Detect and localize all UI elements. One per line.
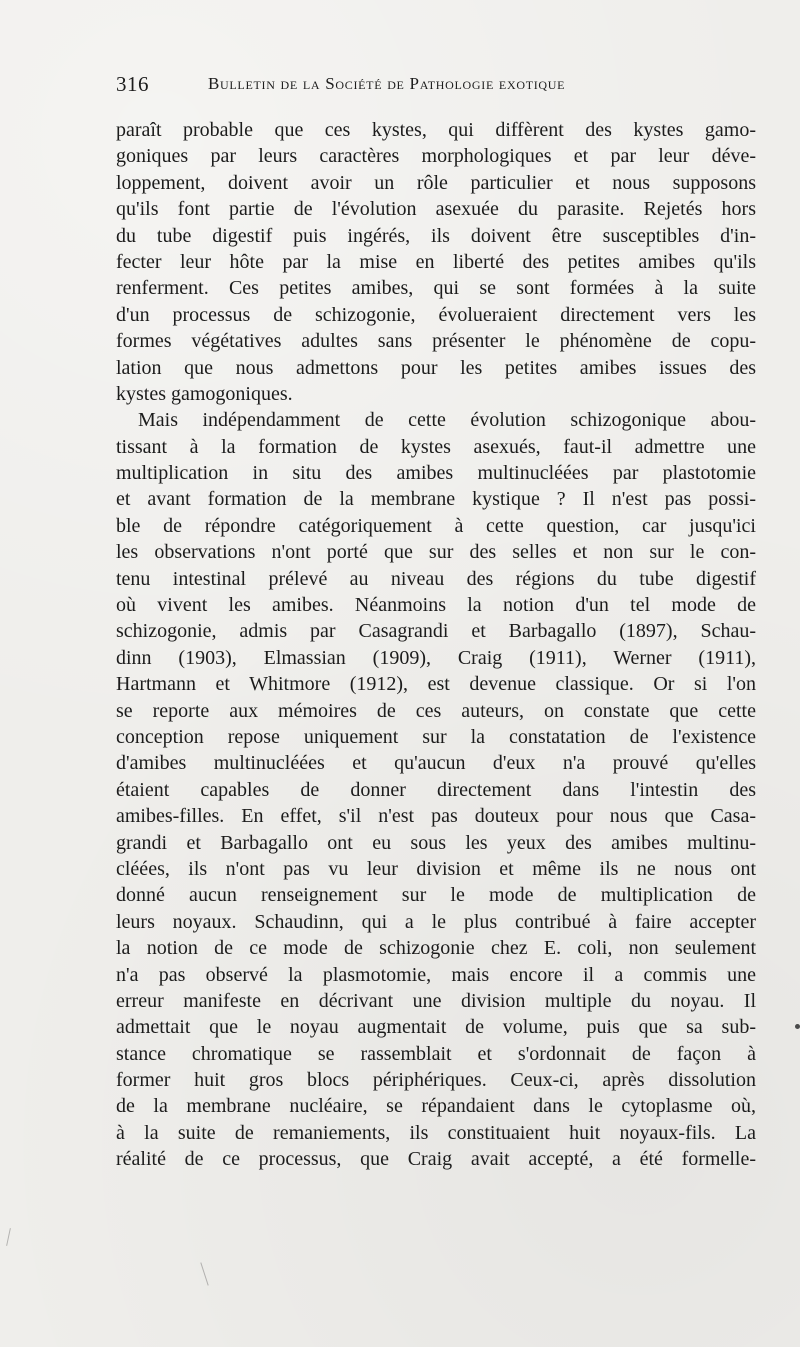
text-line: grandi et Barbagallo ont eu sous les yeux des amibes multinu- — [116, 831, 756, 854]
text-line: lation que nous admettons pour les petites amibes issues des — [116, 356, 756, 379]
text-line: erreur manifeste en décrivant une division multiple du noyau. Il — [116, 989, 756, 1012]
text-line: stance chromatique se rassemblait et s'ordonnait de façon à — [116, 1042, 756, 1065]
text-line: où vivent les amibes. Néanmoins la notion d'un tel mode de — [116, 594, 756, 617]
text-line: ble de répondre catégoriquement à cette question, car jusqu'ici — [116, 514, 756, 537]
text-line: réalité de ce processus, que Craig avait accepté, a été formelle- — [116, 1148, 756, 1171]
text-line: de la membrane nucléaire, se répandaient dans le cytoplasme où, — [116, 1095, 756, 1118]
text-line: du tube digestif puis ingérés, ils doivent être susceptibles d'in- — [116, 224, 756, 247]
text-line: donné aucun renseignement sur le mode de multiplication de — [116, 884, 756, 907]
text-line: d'un processus de schizogonie, évolueraient directement vers les — [116, 303, 756, 326]
page-number: 316 — [116, 72, 149, 96]
text-line: Mais indépendamment de cette évolution schizogonique abou- — [138, 409, 756, 432]
text-line: paraît probable que ces kystes, qui diffèrent des kystes gamo- — [116, 119, 756, 141]
text-line: admettait que le noyau augmentait de volume, puis que sa sub- — [116, 1016, 756, 1039]
margin-dot — [795, 1024, 800, 1029]
text-line: à la suite de remaniements, ils constituaient huit noyaux-fils. La — [116, 1121, 756, 1144]
text-line: renferment. Ces petites amibes, qui se sont formées à la suite — [116, 277, 756, 300]
text-line: tissant à la formation de kystes asexués, faut-il admettre une — [116, 435, 756, 458]
text-line: qu'ils font partie de l'évolution asexuée du parasite. Rejetés hors — [116, 198, 756, 221]
text-line: leurs noyaux. Schaudinn, qui a le plus contribué à faire accepter — [116, 910, 756, 933]
text-line: kystes gamogoniques. — [116, 382, 293, 405]
scan-mark-left — [6, 1228, 11, 1246]
text-line: tenu intestinal prélevé au niveau des régions du tube digestif — [116, 567, 756, 590]
text-line: fecter leur hôte par la mise en liberté des petites amibes qu'ils — [116, 250, 756, 273]
body-text — [116, 117, 756, 1173]
text-line: multiplication in situ des amibes multinucléées par plastotomie — [116, 462, 756, 485]
text-line: dinn (1903), Elmassian (1909), Craig (1911), Werner (1911), — [116, 646, 756, 669]
text-line: d'amibes multinucléées et qu'aucun d'eux n'a prouvé qu'elles — [116, 752, 756, 775]
text-line: n'a pas observé la plasmotomie, mais encore il a commis une — [116, 963, 756, 986]
text-line: les observations n'ont porté que sur des selles et non sur le con- — [116, 541, 756, 564]
text-line: goniques par leurs caractères morphologiques et par leur déve- — [116, 145, 756, 168]
page-header — [116, 72, 756, 102]
text-line: se reporte aux mémoires de ces auteurs, on constate que cette — [116, 699, 756, 722]
text-line: former huit gros blocs périphériques. Ceux-ci, après dissolution — [116, 1069, 756, 1092]
text-line: formes végétatives adultes sans présenter le phénomène de copu- — [116, 330, 756, 353]
text-line: conception repose uniquement sur la constatation de l'existence — [116, 725, 756, 748]
running-title: Bulletin de la Société de Pathologie exotique — [208, 74, 566, 93]
text-line: Hartmann et Whitmore (1912), est devenue classique. Or si l'on — [116, 673, 756, 696]
text-line: amibes-filles. En effet, s'il n'est pas douteux pour nous que Casa- — [116, 805, 756, 828]
text-line: loppement, doivent avoir un rôle particulier et nous supposons — [116, 171, 756, 194]
text-line: étaient capables de donner directement dans l'intestin des — [116, 778, 756, 801]
text-line: la notion de ce mode de schizogonie chez E. coli, non seulement — [116, 937, 756, 960]
scan-mark-low — [200, 1262, 208, 1285]
text-line: et avant formation de la membrane kystique ? Il n'est pas possi- — [116, 488, 756, 511]
text-line: schizogonie, admis par Casagrandi et Barbagallo (1897), Schau- — [116, 620, 756, 643]
text-line: cléées, ils n'ont pas vu leur division et même ils ne nous ont — [116, 857, 756, 880]
